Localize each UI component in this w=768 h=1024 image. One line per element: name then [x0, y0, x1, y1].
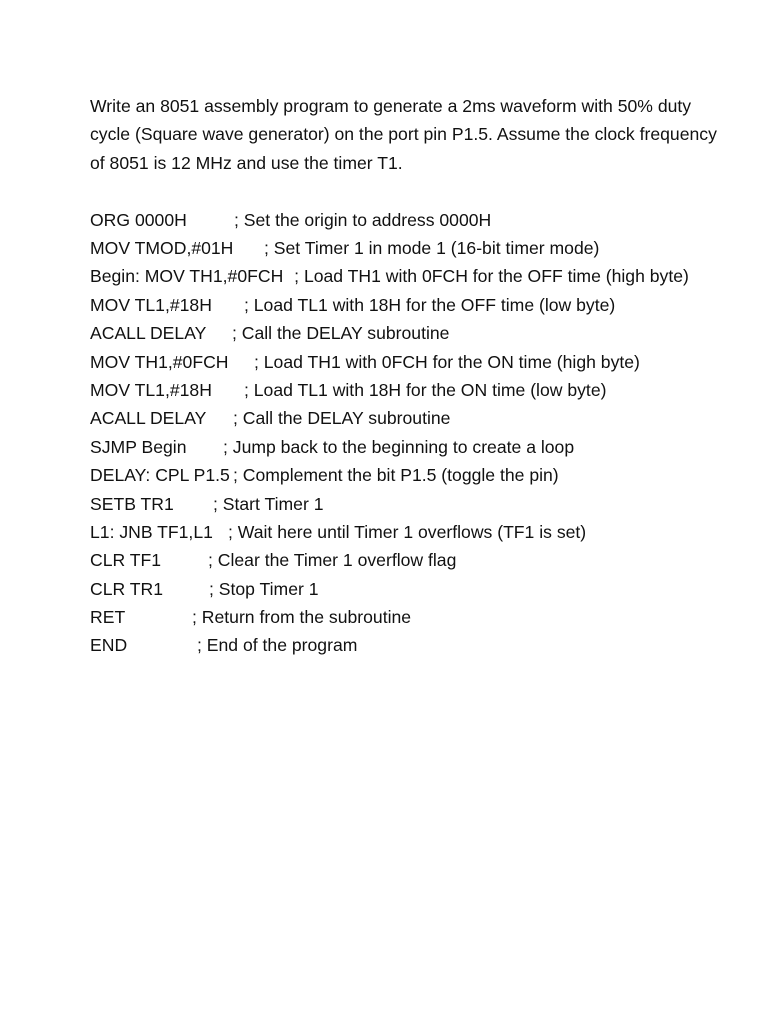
blank-line	[90, 177, 730, 205]
code-line-acall-delay-1	[90, 319, 730, 347]
code-line-sjmp	[90, 433, 730, 461]
problem-statement: Write an 8051 assembly program to generate a 2ms waveform with 50% duty cycle (Square wave generator) on the port pin P1.5. Assume the clock frequency of 8051 is 12 MHz and use the timer T1.	[90, 96, 717, 173]
comment: ; Jump back to the beginning to create a loop	[223, 436, 575, 457]
code-line-org	[90, 206, 730, 234]
instruction: SJMP Begin	[90, 436, 187, 457]
instruction: RET	[90, 607, 126, 628]
instruction: MOV TMOD,#01H	[90, 238, 234, 258]
code-line-clr-tr1	[90, 575, 730, 603]
instruction: ACALL DELAY	[90, 323, 207, 344]
code-line-end	[90, 631, 730, 659]
instruction: MOV TL1,#18H	[90, 379, 212, 400]
comment: ; End of the program	[197, 635, 358, 656]
instruction: SETB TR1	[90, 493, 174, 514]
code-line-acall-delay-2	[90, 404, 730, 432]
comment: ; Call the DELAY subroutine	[232, 323, 450, 344]
assembly-listing	[90, 206, 730, 660]
instruction: ACALL DELAY	[90, 408, 207, 429]
comment: ; Return from the subroutine	[192, 607, 412, 628]
code-line-jnb	[90, 518, 730, 546]
code-line-delay	[90, 461, 730, 489]
comment: ; Load TH1 with 0FCH for the ON time (high byte)	[254, 351, 640, 372]
code-line-setb	[90, 490, 730, 518]
comment: ; Complement the bit P1.5 (toggle the pin)	[233, 465, 559, 486]
comment: ; Load TL1 with 18H for the OFF time (low byte)	[244, 294, 616, 315]
comment: ; Wait here until Timer 1 overflows (TF1 is set)	[228, 521, 587, 542]
instruction: CLR TF1	[90, 550, 162, 571]
instruction: MOV TL1,#18H	[90, 294, 212, 315]
code-line-mov-tl1-on	[90, 376, 730, 404]
instruction: END	[90, 635, 128, 656]
instruction: L1: JNB TF1,L1	[90, 521, 213, 542]
comment: ; Clear the Timer 1 overflow flag	[208, 550, 457, 571]
comment: ; Set the origin to address 0000H	[234, 209, 492, 230]
instruction: MOV TH1,#0FCH	[90, 351, 229, 372]
code-line-mov-tmod	[90, 234, 730, 262]
code-line-ret	[90, 603, 730, 631]
comment: ; Start Timer 1	[213, 493, 324, 514]
instruction: Begin: MOV TH1,#0FCH	[90, 266, 284, 287]
comment: ; Set Timer 1 in mode 1 (16-bit timer mode)	[264, 238, 600, 258]
instruction: ORG 0000H	[90, 209, 187, 230]
document-content	[90, 92, 730, 660]
code-line-begin	[90, 262, 730, 290]
instruction: DELAY: CPL P1.5	[90, 465, 230, 486]
code-line-mov-tl1-off	[90, 291, 730, 319]
code-line-mov-th1-on	[90, 348, 730, 376]
comment: ; Load TL1 with 18H for the ON time (low byte)	[244, 379, 607, 400]
comment: ; Call the DELAY subroutine	[233, 408, 451, 429]
comment: ; Stop Timer 1	[209, 578, 319, 599]
comment: ; Load TH1 with 0FCH for the OFF time (high byte)	[294, 266, 689, 287]
instruction: CLR TR1	[90, 578, 164, 599]
code-line-clr-tf1	[90, 546, 730, 574]
